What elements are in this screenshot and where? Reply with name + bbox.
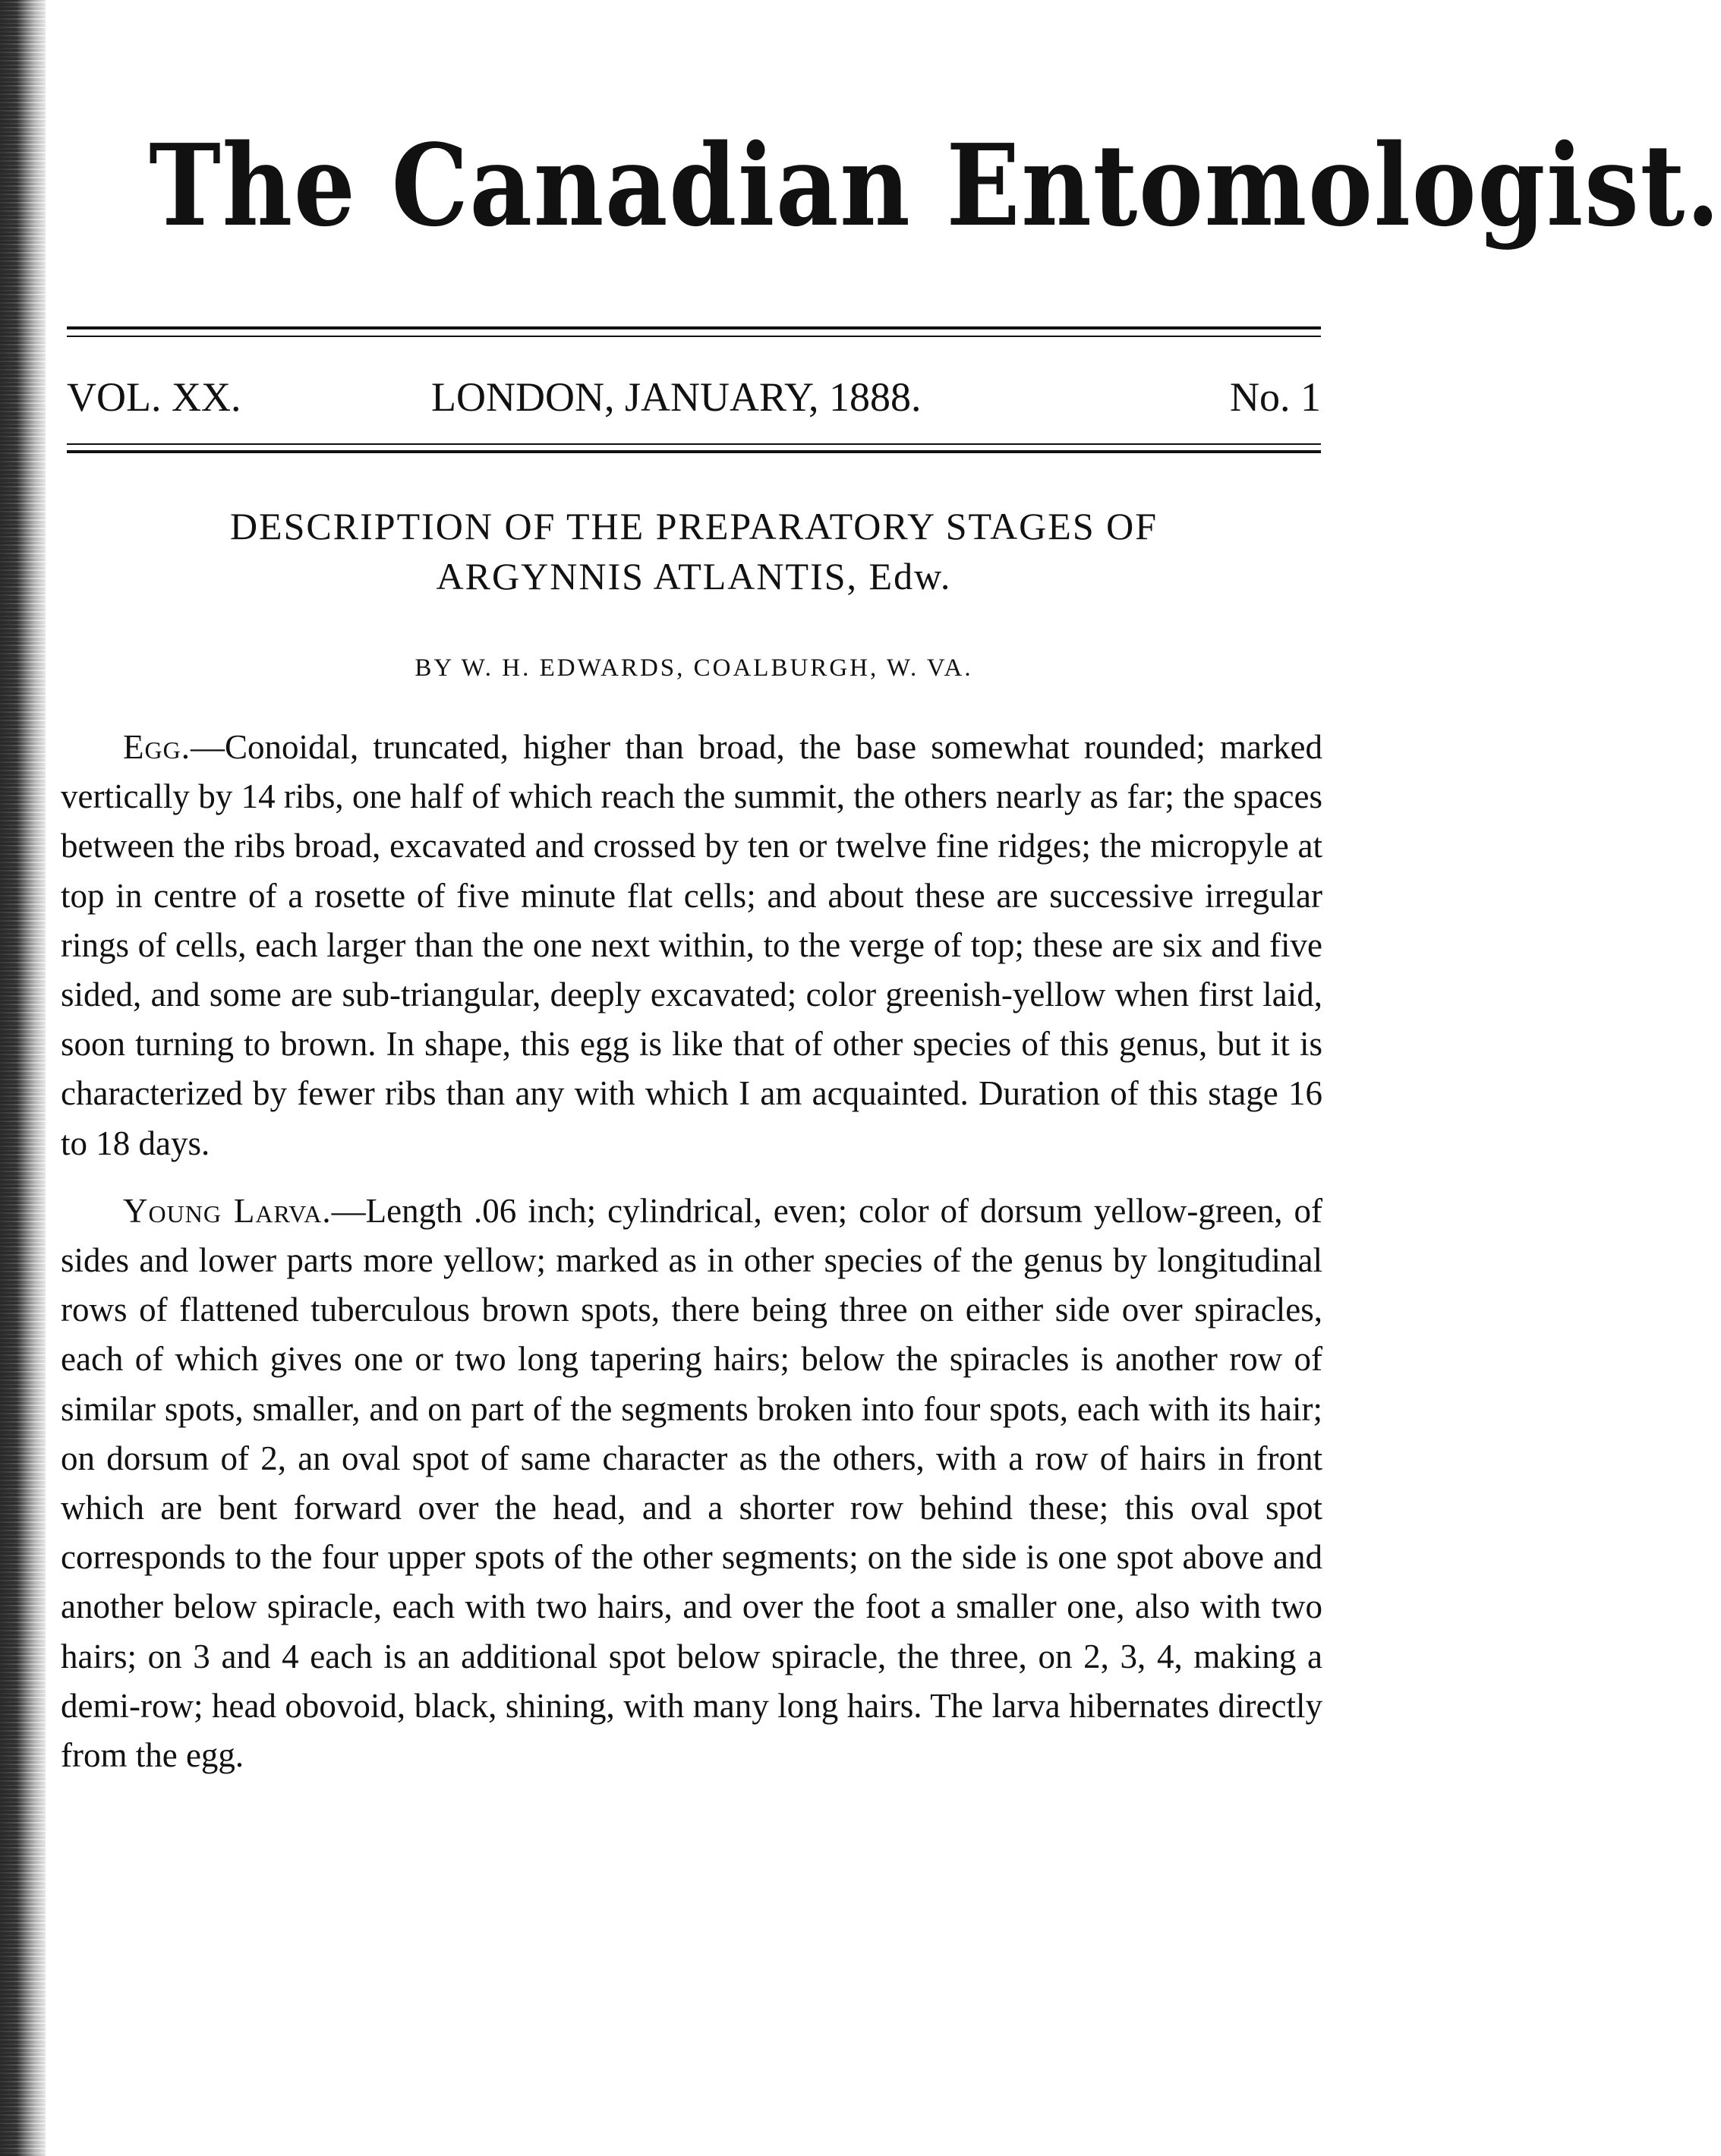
masthead-rule-top-thin bbox=[67, 336, 1321, 337]
article-title-line-2: ARGYNNIS ATLANTIS, Edw. bbox=[436, 555, 952, 597]
dateline: LONDON, JANUARY, 1888. bbox=[431, 374, 922, 420]
article-title-line-1: DESCRIPTION OF THE PREPARATORY STAGES OF bbox=[229, 505, 1158, 547]
masthead bbox=[61, 119, 1721, 251]
young-larva-paragraph bbox=[61, 1187, 1322, 1780]
egg-section-text: —Conoidal, truncated, higher than broad, the base somewhat rounded; marked vertically by 14 ribs, one half of which reach the summit, the others nearly as far; the spaces between the ribs broad, excavated and crossed by ten or twelve fine ridges; the micropyle at top in centre of a rosette of five minute flat cells; and about these are successive irregular rings of cells, each larger than the one next within, to the verge of top; these are six and five sided, and some are sub-triangular, deeply excavated; color greenish-yellow when first laid, soon turning to brown. In shape, this egg is like that of other species of this genus, but it is characterized by fewer ribs than any with which I am acquainted. Duration of this stage 16 to 18 days. bbox=[61, 728, 1322, 1162]
article-title bbox=[67, 501, 1321, 601]
issue-rule-thin bbox=[67, 443, 1321, 445]
article-body bbox=[61, 723, 1322, 1780]
page-binding-fade bbox=[17, 0, 52, 2156]
issue-line bbox=[67, 370, 1321, 424]
young-larva-section-text: —Length .06 inch; cylindrical, even; color of dorsum yellow-green, of sides and lower parts more yellow; marked as in other species of the genus by longitudinal rows of flattened tuberculous brown spots, there being three on either side over spiracles, each of which gives one or two long tapering hairs; below the spiracles is another row of similar spots, smaller, and on part of the segments broken into four spots, each with its hair; on dorsum of 2, an oval spot of same character as the others, with a row of hairs in front which are bent forward over the head, and a shorter row behind these; this oval spot corresponds to the four upper spots of the other segments; on the side is one spot above and another below spiracle, each with two hairs, and over the foot a smaller one, also with two hairs; on 3 and 4 each is an additional spot below spiracle, the three, on 2, 3, 4, making a demi-row; head obovoid, black, shining, with many long hairs. The larva hibernates directly from the egg. bbox=[61, 1191, 1322, 1775]
young-larva-section-label: Young Larva. bbox=[123, 1191, 332, 1230]
issue-rule-bottom bbox=[67, 450, 1321, 453]
volume-label: VOL. XX. bbox=[67, 374, 241, 420]
masthead-rule-top bbox=[67, 326, 1321, 329]
article-byline: BY W. H. EDWARDS, COALBURGH, W. VA. bbox=[414, 654, 973, 682]
egg-paragraph bbox=[61, 723, 1322, 1168]
journal-title: The Canadian Entomologist. bbox=[149, 119, 1721, 251]
egg-section-label: Egg. bbox=[123, 728, 191, 766]
issue-number: No. 1 bbox=[1230, 374, 1321, 420]
